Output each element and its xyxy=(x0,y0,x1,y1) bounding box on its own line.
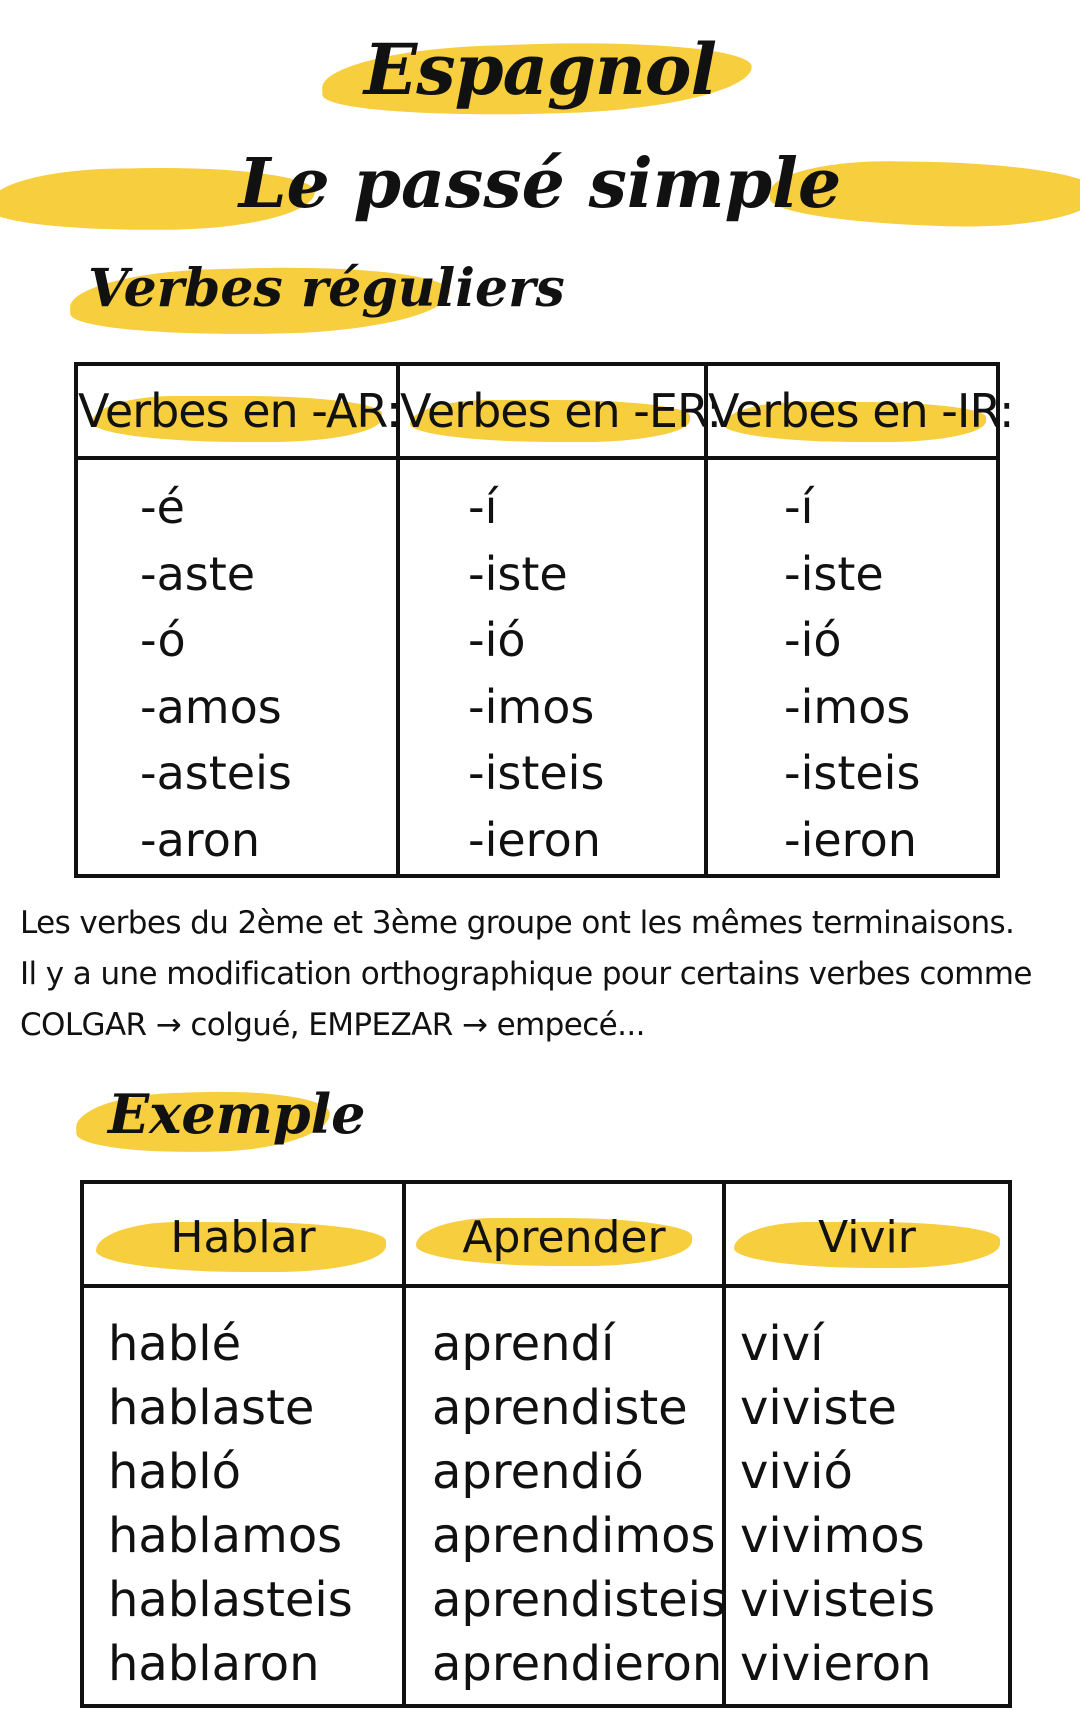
conjugation-cell: vivimos xyxy=(740,1508,925,1564)
ending-cell: -imos xyxy=(784,679,911,734)
conjugation-cell: aprendisteis xyxy=(432,1572,727,1628)
endings-header-ir xyxy=(708,366,1014,460)
ending-cell: -iste xyxy=(468,546,568,601)
conjugation-cell: aprendió xyxy=(432,1444,644,1500)
ending-cell: -ió xyxy=(468,613,526,667)
ending-cell: -asteis xyxy=(140,746,292,800)
example-header-aprender xyxy=(406,1184,722,1288)
ending-cell: -amos xyxy=(140,679,282,734)
conjugation-cell: hablaste xyxy=(108,1380,315,1436)
endings-header-ir-label: Verbes en -IR: xyxy=(708,384,1014,438)
endings-header-ar xyxy=(78,366,401,460)
example-header-hablar-label: Hablar xyxy=(170,1212,316,1263)
example-list-aprender xyxy=(432,1312,726,1696)
conjugation-cell: aprendí xyxy=(432,1316,615,1372)
ending-cell: -isteis xyxy=(784,746,921,800)
endings-list-ar xyxy=(140,474,292,873)
example-header-vivir xyxy=(726,1184,1008,1288)
endings-column-er xyxy=(396,366,721,874)
example-column-hablar xyxy=(84,1184,402,1704)
ending-cell: -ió xyxy=(784,613,842,667)
endings-table xyxy=(74,362,1014,878)
endings-header-er xyxy=(400,366,721,460)
conjugation-cell: hablasteis xyxy=(108,1572,353,1628)
note-paragraph xyxy=(20,898,1070,1051)
conjugation-cell: vivisteis xyxy=(740,1572,936,1628)
note-line: Les verbes du 2ème et 3ème groupe ont les mêmes terminaisons. xyxy=(20,905,1015,941)
ending-cell: -ieron xyxy=(784,812,917,867)
ending-cell: -ieron xyxy=(468,812,601,867)
conjugation-cell: habló xyxy=(108,1444,242,1500)
example-column-aprender xyxy=(402,1184,727,1704)
conjugation-cell: hablaron xyxy=(108,1636,320,1692)
example-column-vivir xyxy=(722,1184,1008,1704)
ending-cell: -iste xyxy=(784,546,884,601)
ending-cell: -í xyxy=(784,480,814,534)
ending-cell: -ó xyxy=(140,613,186,667)
ending-cell: -aron xyxy=(140,812,260,867)
ending-cell: -imos xyxy=(468,679,595,734)
example-list-hablar xyxy=(108,1312,353,1696)
conjugation-cell: aprendieron xyxy=(432,1636,723,1692)
ending-cell: -aste xyxy=(140,546,256,601)
section-example-heading: Exemple xyxy=(108,1082,366,1146)
section-regular-heading: Verbes réguliers xyxy=(88,258,565,319)
endings-column-ir xyxy=(704,366,1014,874)
ending-cell: -í xyxy=(468,480,498,534)
conjugation-cell: hablé xyxy=(108,1316,242,1372)
conjugation-cell: hablamos xyxy=(108,1508,343,1564)
ending-cell: -é xyxy=(140,480,185,534)
example-header-vivir-label: Vivir xyxy=(818,1212,916,1263)
conjugation-cell: vivieron xyxy=(740,1636,932,1692)
endings-header-ar-label: Verbes en -AR: xyxy=(78,384,401,438)
note-line: COLGAR → colgué, EMPEZAR → empecé... xyxy=(20,1007,645,1043)
conjugation-cell: vivió xyxy=(740,1444,853,1500)
endings-column-ar xyxy=(78,366,401,874)
example-header-hablar xyxy=(84,1184,402,1288)
example-table xyxy=(80,1180,1012,1708)
conjugation-cell: viví xyxy=(740,1316,824,1372)
conjugation-cell: viviste xyxy=(740,1380,897,1436)
example-header-aprender-label: Aprender xyxy=(462,1212,666,1263)
note-line: Il y a une modification orthographique pour certains verbes comme xyxy=(20,956,1032,992)
example-list-vivir xyxy=(740,1312,935,1696)
endings-header-er-label: Verbes en -ER: xyxy=(400,384,721,438)
endings-list-ir xyxy=(784,474,920,873)
ending-cell: -isteis xyxy=(468,746,605,800)
page-title: Espagnol xyxy=(363,28,717,111)
conjugation-cell: aprendimos xyxy=(432,1508,716,1564)
page-subtitle: Le passé simple xyxy=(238,144,842,224)
conjugation-cell: aprendiste xyxy=(432,1380,688,1436)
endings-list-er xyxy=(468,474,604,873)
